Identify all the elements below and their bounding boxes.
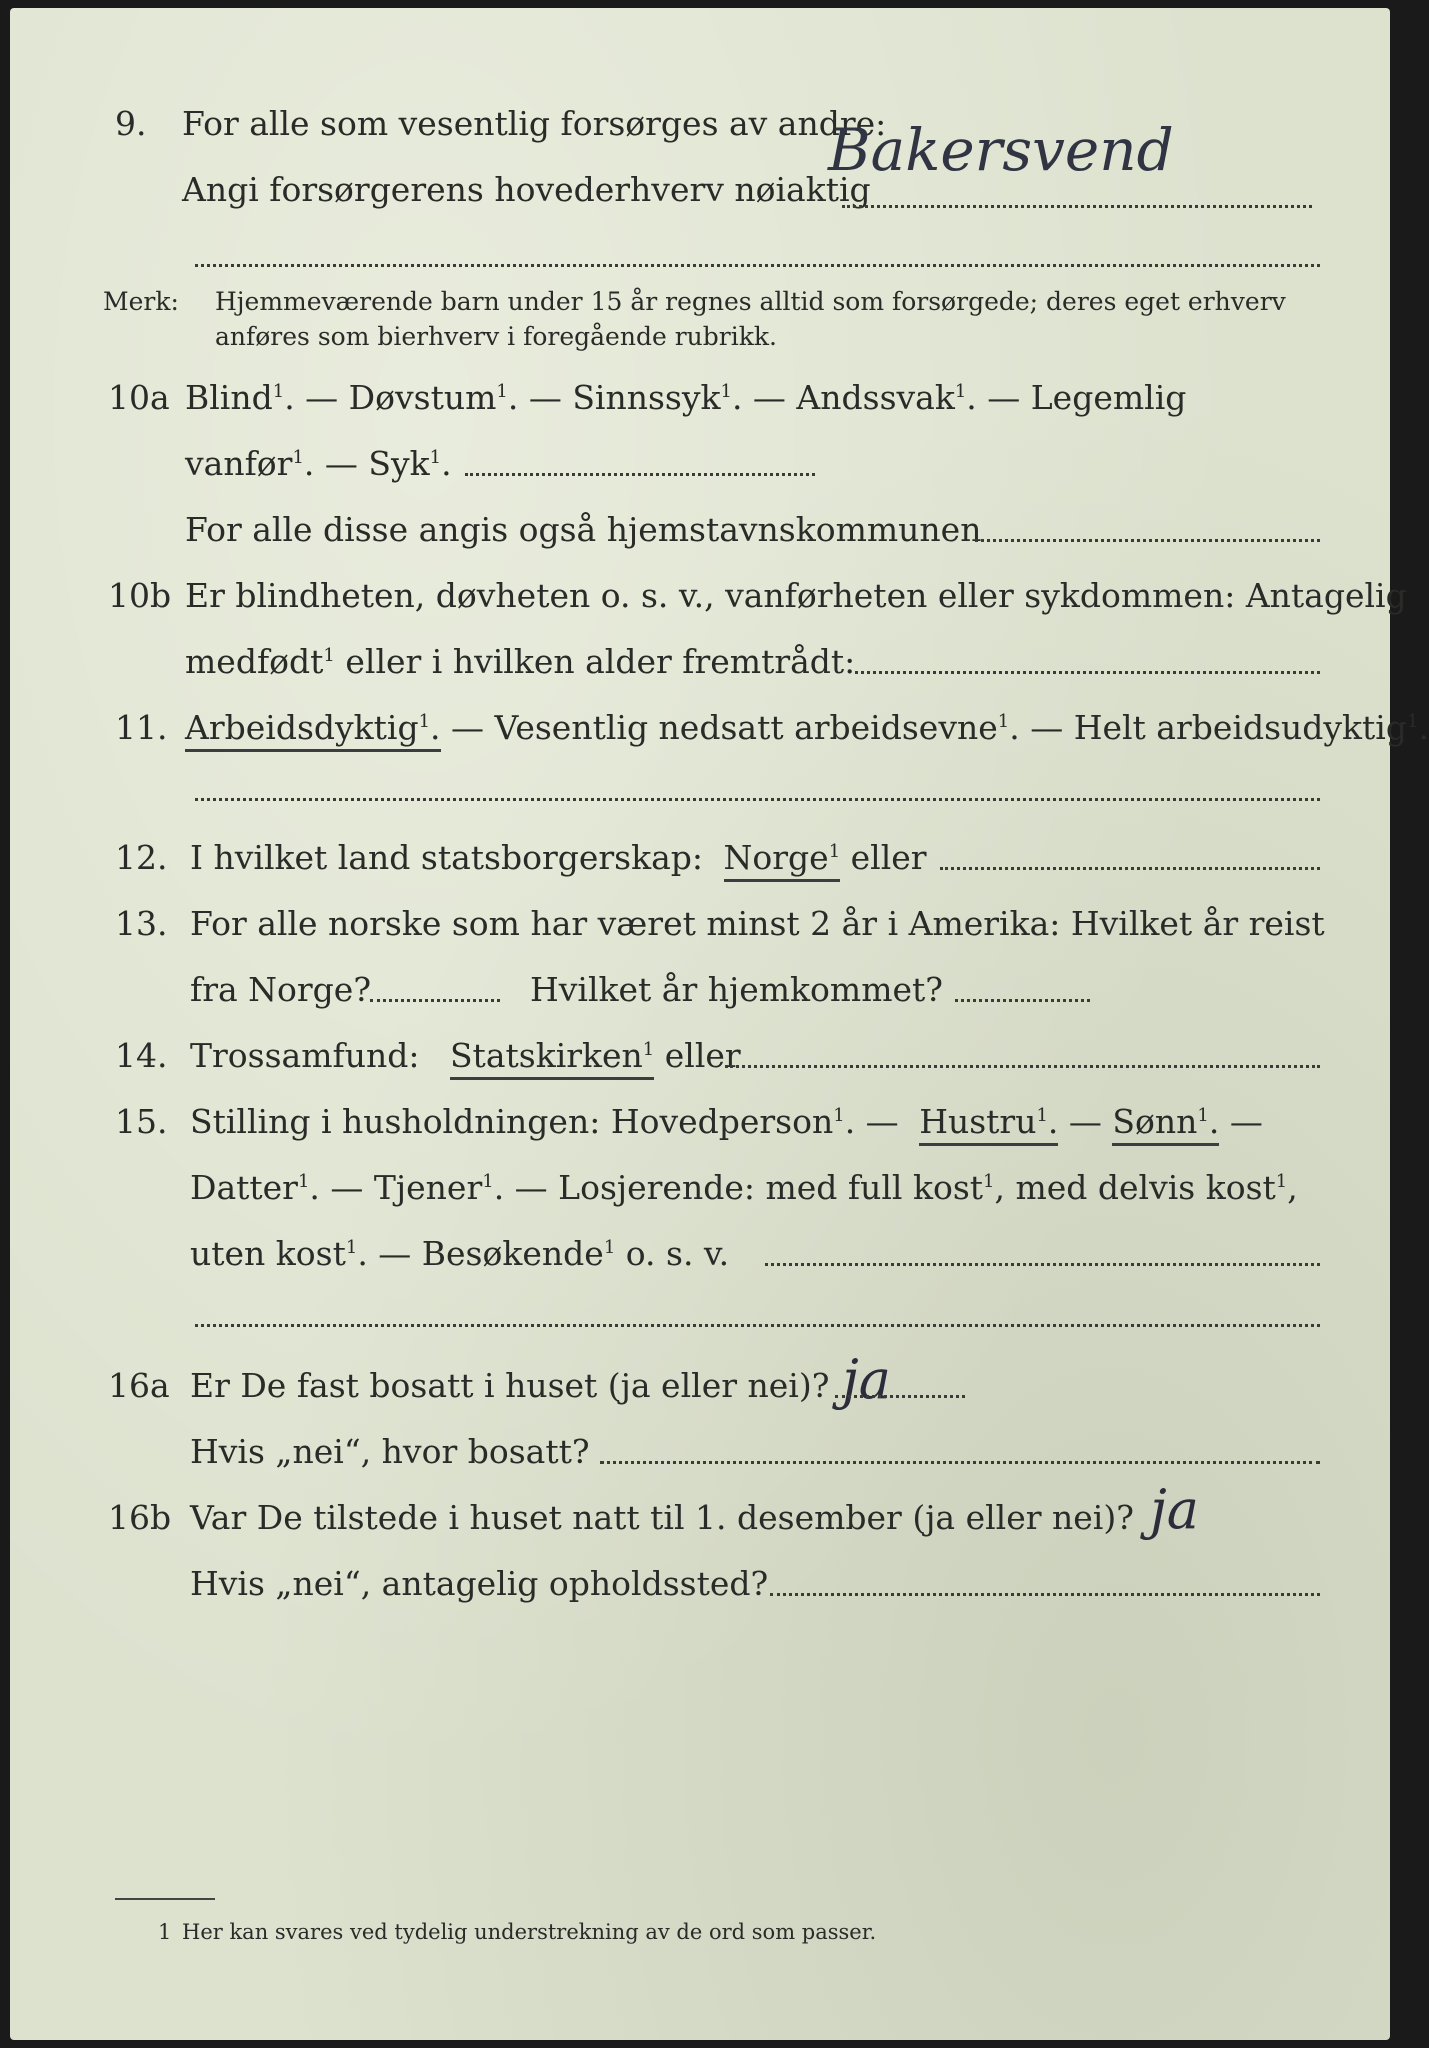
q15-dash: — xyxy=(1068,1102,1102,1141)
q15-option-sonn: Sønn$^1$. xyxy=(1112,1102,1219,1146)
q10b-line2: medfødt$^1$ eller i hvilken alder fremtrådt: xyxy=(185,642,856,681)
q13-number: 13. xyxy=(115,904,168,943)
q16b-number: 16b xyxy=(108,1498,172,1537)
q15-tail: — xyxy=(1229,1102,1263,1141)
q10a-line1: Blind$^1$. — Døvstum$^1$. — Sinnssyk$^1$. — Andssvak$^1$. — Legemlig xyxy=(185,378,1187,417)
q10a-number: 10a xyxy=(108,378,170,417)
q14-line xyxy=(190,1036,741,1076)
q11-rest: — Vesentlig nedsatt arbeidsevne$^1$. — Helt arbeidsudyktig$^1$. xyxy=(451,708,1429,747)
footnote-mark: 1 xyxy=(158,1920,172,1944)
q15-line1 xyxy=(190,1102,1263,1142)
q10a-line2: vanfør$^1$. — Syk$^1$. xyxy=(185,444,452,483)
q9-extra-line xyxy=(195,264,1320,267)
q9-number: 9. xyxy=(115,104,147,143)
q13-line2b: Hvilket år hjemkommet? xyxy=(530,970,943,1009)
q16a-line1: Er De fast bosatt i huset (ja eller nei)? xyxy=(190,1366,830,1405)
q11-extra-line xyxy=(195,798,1320,801)
q9-line2: Angi forsørgerens hovederhverv nøiaktig xyxy=(182,170,871,209)
footnote-text: Her kan svares ved tydelig understrekning av de ord som passer. xyxy=(182,1920,877,1944)
q15-blank xyxy=(765,1263,1320,1266)
q15-extra-line xyxy=(195,1324,1320,1327)
q16a-line2: Hvis „nei“, hvor bosatt? xyxy=(190,1432,590,1471)
q11-line xyxy=(185,708,1429,748)
q16b-line1: Var De tilstede i huset natt til 1. desember (ja eller nei)? xyxy=(190,1498,1134,1537)
q12-pre: I hvilket land statsborgerskap: xyxy=(190,838,704,877)
q10b-number: 10b xyxy=(108,576,172,615)
q10a-line3-blank xyxy=(975,539,1320,542)
q15-number: 15. xyxy=(115,1102,168,1141)
q10b-line1: Er blindheten, døvheten o. s. v., vanførheten eller sykdommen: Antagelig xyxy=(185,576,1407,615)
q13-line2a: fra Norge? xyxy=(190,970,372,1009)
q10b-line2-blank xyxy=(855,671,1320,674)
q16b-handwritten-answer: ja xyxy=(1150,1478,1199,1541)
q12-line xyxy=(190,838,927,878)
q14-post: eller xyxy=(664,1036,741,1075)
q14-pre: Trossamfund: xyxy=(190,1036,420,1075)
footnote-rule xyxy=(115,1898,215,1900)
q15-option-hustru: Hustru$^1$. xyxy=(919,1102,1058,1146)
q11-option-arbeidsdyktig: Arbeidsdyktig$^1$. xyxy=(185,708,441,752)
merk-line1: Hjemmeværende barn under 15 år regnes alltid som forsørgede; deres eget erhverv xyxy=(215,287,1286,316)
q15-line1a: Stilling i husholdningen: Hovedperson$^1$. — xyxy=(190,1102,899,1141)
q15-line3: uten kost$^1$. — Besøkende$^1$ o. s. v. xyxy=(190,1234,730,1273)
q16a-line2-blank xyxy=(600,1461,1320,1464)
q9-handwritten-answer: Bakersvend xyxy=(828,116,1174,184)
q12-post: eller xyxy=(850,838,927,877)
q16a-handwritten-answer: ja xyxy=(842,1348,891,1411)
q13-line1: For alle norske som har været minst 2 år i Amerika: Hvilket år reist xyxy=(190,904,1325,943)
q16b-line2-blank xyxy=(770,1593,1320,1596)
q12-blank xyxy=(940,867,1320,870)
q15-line2: Datter$^1$. — Tjener$^1$. — Losjerende: med full kost$^1$, med delvis kost$^1$, xyxy=(190,1168,1298,1207)
q16a-number: 16a xyxy=(108,1366,170,1405)
q13-reist-blank xyxy=(370,999,500,1002)
q12-option-norge: Norge$^1$ xyxy=(724,838,841,882)
q14-blank xyxy=(725,1065,1320,1068)
q9-line1: For alle som vesentlig forsørges av andre: xyxy=(182,104,887,143)
q13-hjemkommet-blank xyxy=(955,999,1090,1002)
q14-option-statskirken: Statskirken$^1$ xyxy=(450,1036,654,1080)
q16a-blank xyxy=(835,1395,965,1398)
q11-number: 11. xyxy=(115,708,168,747)
merk-line2: anføres som bierhverv i foregående rubrikk. xyxy=(215,322,777,351)
census-form-page xyxy=(10,8,1429,2040)
q9-answer-line xyxy=(842,205,1312,208)
q14-number: 14. xyxy=(115,1036,168,1075)
q16b-line2: Hvis „nei“, antagelig opholdssted? xyxy=(190,1564,769,1603)
q12-number: 12. xyxy=(115,838,168,877)
q10a-line2-blank xyxy=(465,473,815,476)
merk-label: Merk: xyxy=(103,287,179,316)
q10a-line3: For alle disse angis også hjemstavnskommunen xyxy=(185,510,982,549)
